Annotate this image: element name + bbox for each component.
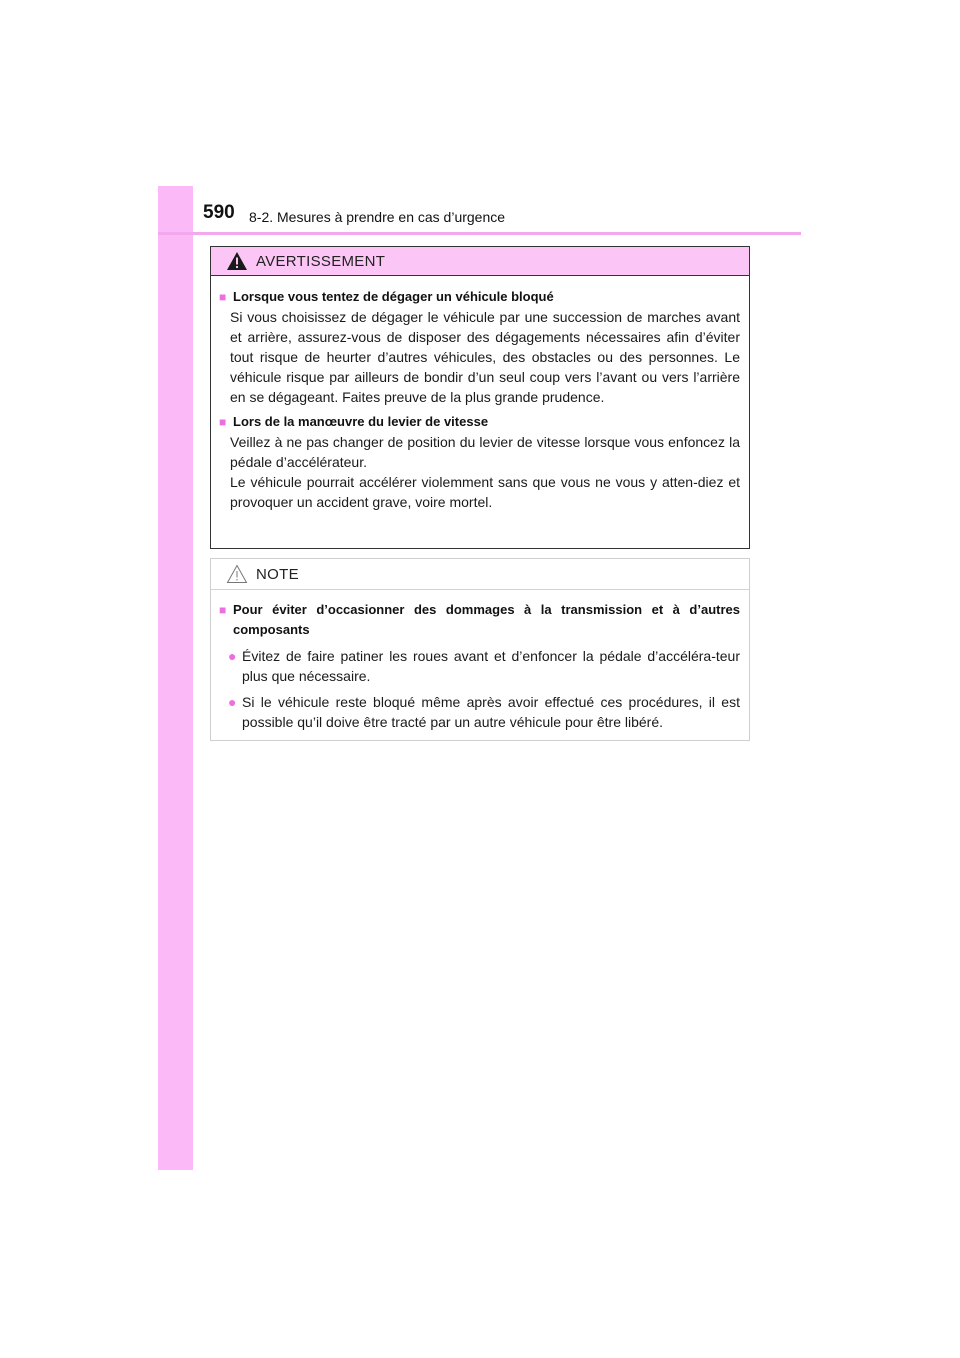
note-label: NOTE [256,565,299,583]
header-rule [158,232,801,235]
warning-triangle-filled-icon [226,251,248,271]
page-number: 590 [203,202,235,223]
warning-header [211,247,749,276]
circle-bullet-icon: ● [228,648,237,664]
warning-item-text: Si vous choisissez de dégager le véhicule par une succession de marches avant et arrière, assurez-vous de disposer des dégagements nécessaires afin d’éviter tout risque de heurter d’autres véhicules, des obstacles ou des personnes. Le véhicule risque par ailleurs de bondir d’un seul coup vers l’avant ou vers l’arrière en se dégageant. Faites preuve de la plus grande prudence. [230,309,740,405]
circle-bullet-icon: ● [228,694,237,710]
note-header [211,559,749,590]
warning-box [210,246,750,549]
note-bullet: ● Si le véhicule reste bloqué même après avoir effectué ces procédures, il est possible qu’il doive être tracté par un autre véhicule pour être libéré. [228,694,740,730]
side-band [158,186,193,1170]
warning-triangle-outline-icon [226,564,248,584]
warning-item-title: ■ Lorsque vous tentez de dégager un véhicule bloqué [219,287,740,307]
warning-body [211,276,749,512]
note-item-title: ■ Pour éviter d’occasionner des dommages à la transmission et à d’autres composants [219,600,740,640]
section-title: 8-2. Mesures à prendre en cas d’urgence [249,209,506,225]
square-bullet-icon: ■ [219,415,227,429]
note-bullet: ● Évitez de faire patiner les roues avant et d’enfoncer la pédale d’accéléra-teur plus que nécessaire. [228,648,740,684]
warning-item-text: Veillez à ne pas changer de position du levier de vitesse lorsque vous enfoncez la pédale d’accélérateur. Le véhicule pourrait accélérer violemment sans que vous ne vous y atten-diez et provoquer un accident grave, voire mortel. [230,434,740,510]
note-box [210,558,750,741]
warning-label: AVERTISSEMENT [256,252,386,270]
note-body [211,590,749,732]
square-bullet-icon: ■ [219,290,227,304]
warning-item-title: ■ Lors de la manœuvre du levier de vitesse [219,412,740,432]
square-bullet-icon: ■ [219,603,227,617]
